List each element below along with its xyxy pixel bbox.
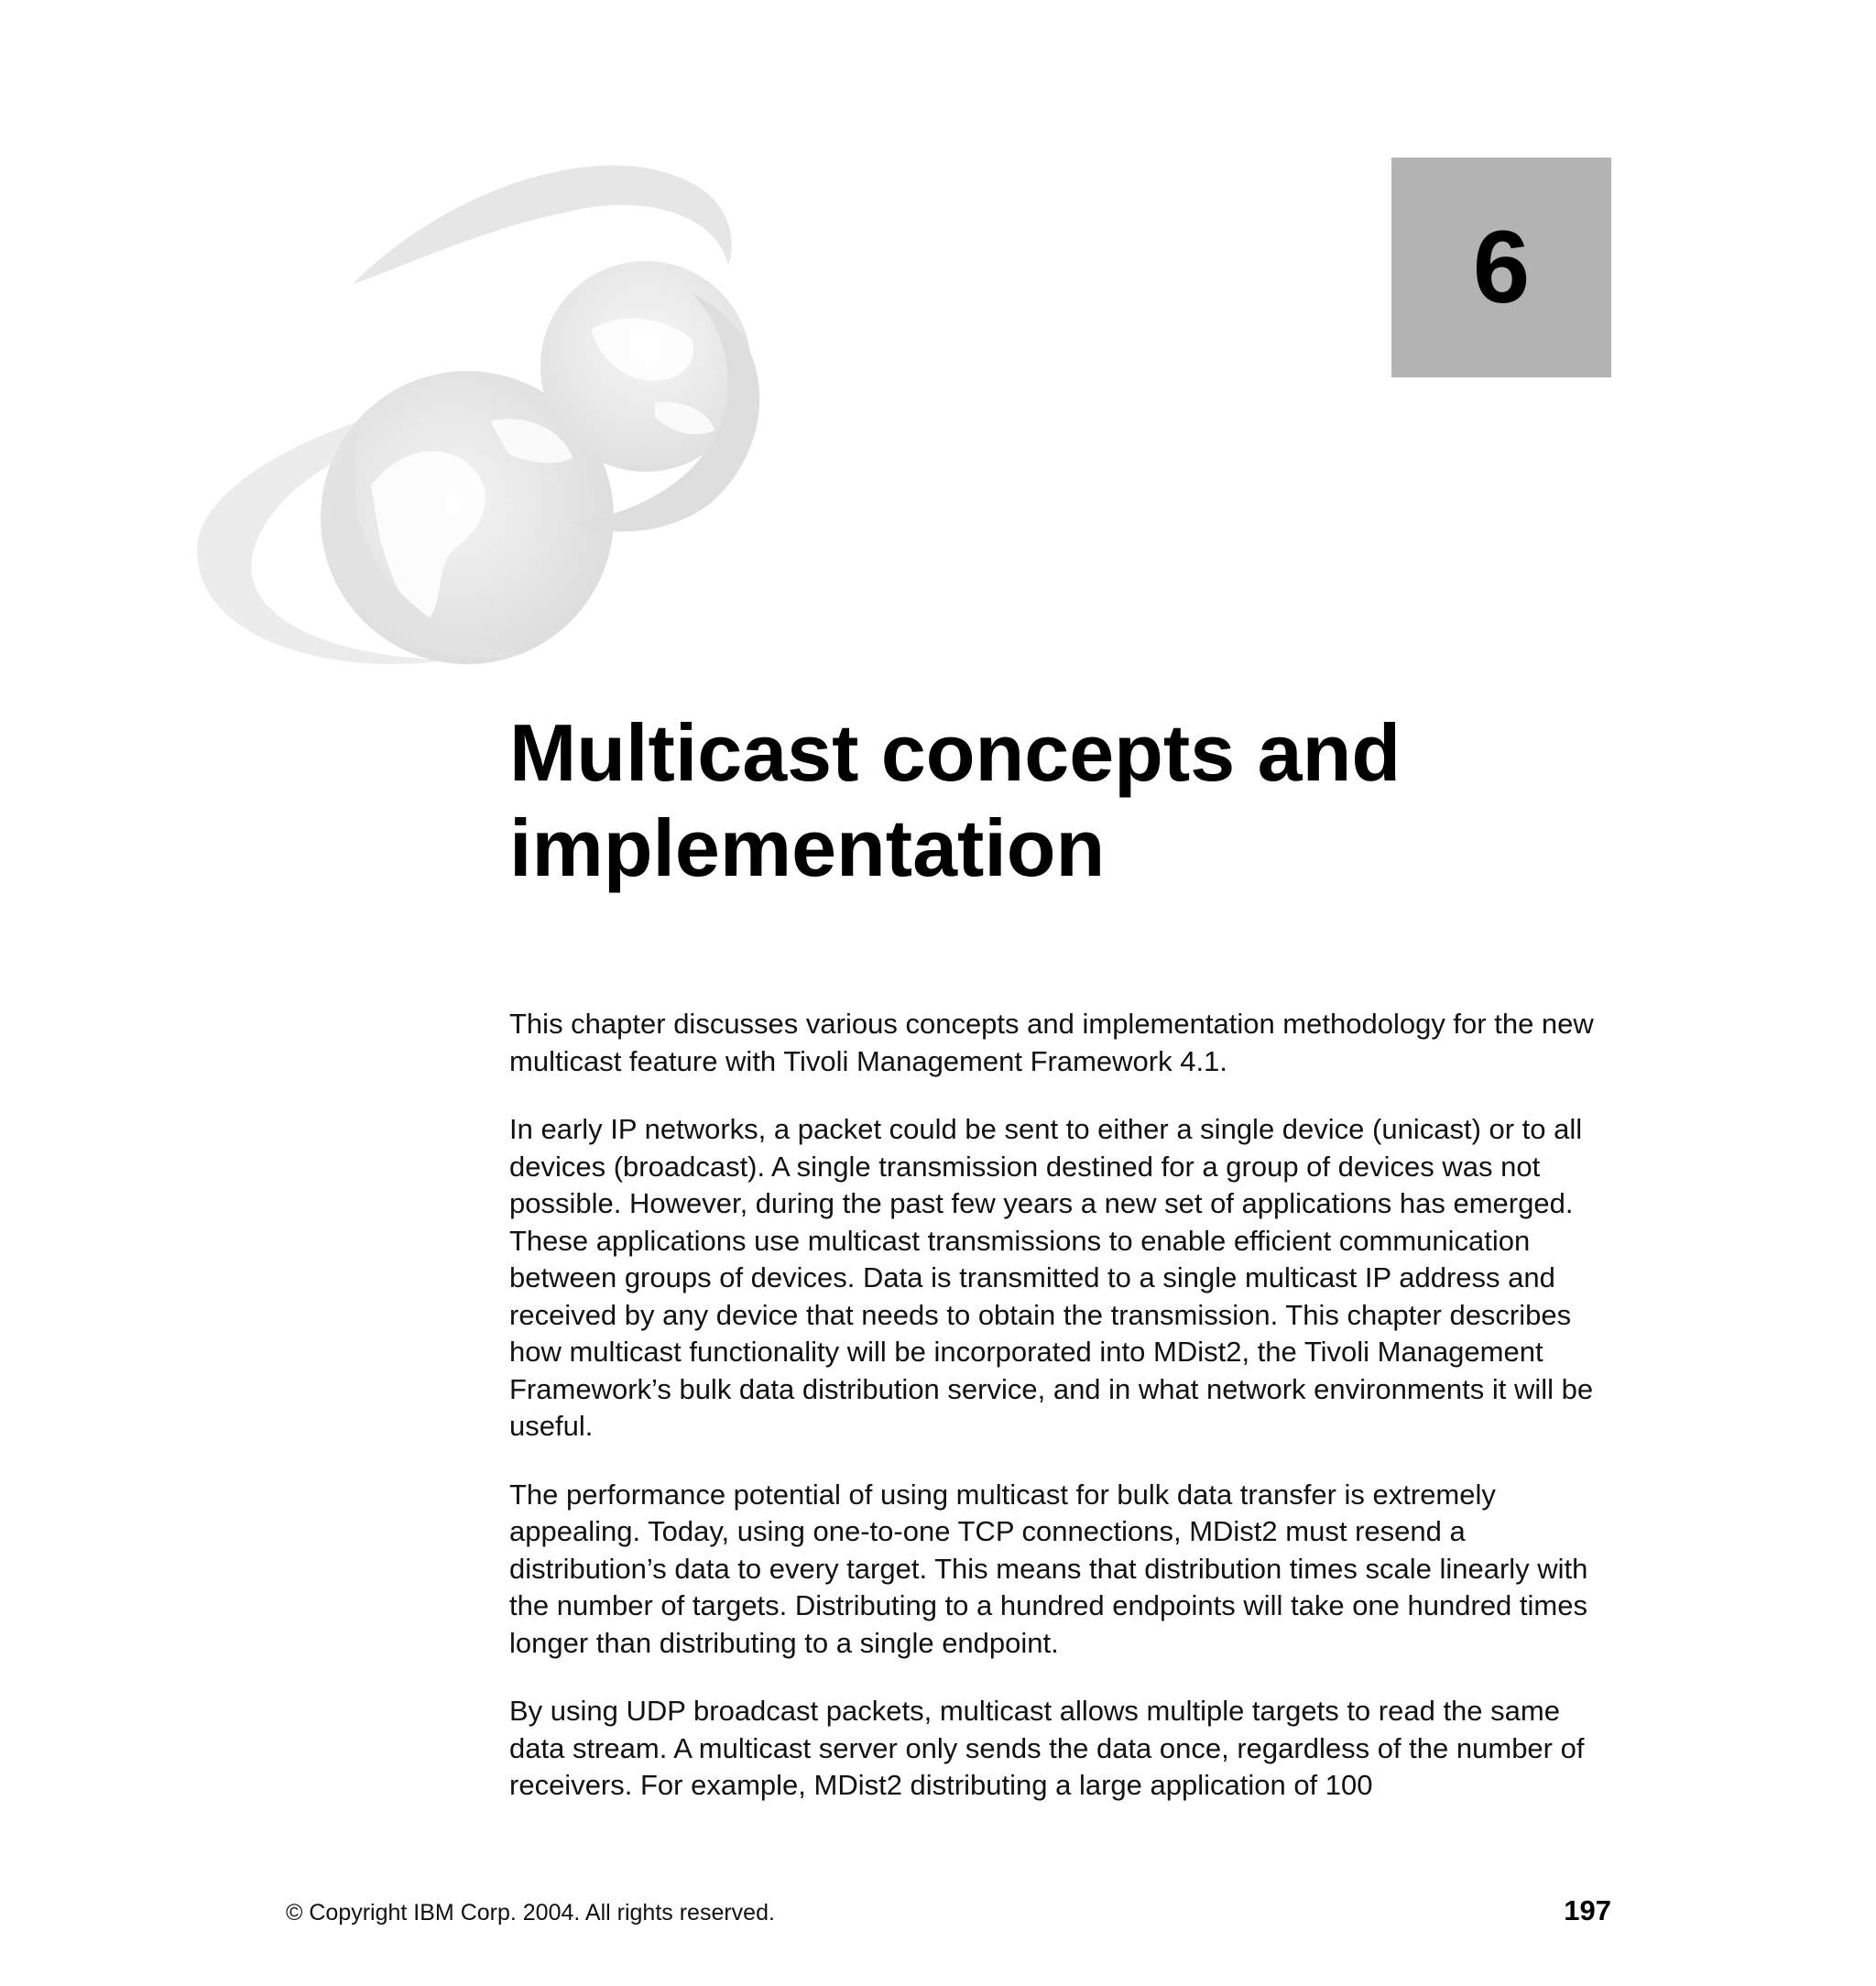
chapter-number-box	[1391, 158, 1611, 377]
body-paragraph: This chapter discusses various concepts and implementation methodology for the new multicast feature with Tivoli Management Framework 4.1.	[509, 1008, 1594, 1077]
body-paragraph: In early IP networks, a packet could be sent to either a single device (unicast) or to all devices (broadcast). A single transmission destined for a group of devices was not possible. However, during the past few years a new set of applications has emerged. These applications use multicast transmissions to enable efficient communication between groups of devices. Data is transmitted to a single multicast IP address and received by any device that needs to obtain the transmission. This chapter describes how multicast functionality will be incorporated into MDist2, the Tivoli Management Framework’s bulk data distribution service, and in what network environments it will be useful.	[509, 1113, 1594, 1442]
globe-swirl-logo-icon	[179, 147, 838, 678]
chapter-body	[509, 1006, 1620, 1836]
chapter-title: Multicast concepts and implementation	[509, 707, 1402, 893]
chapter-number: 6	[1472, 210, 1531, 324]
footer-copyright: © Copyright IBM Corp. 2004. All rights reserved.	[286, 1900, 775, 1926]
body-paragraph: The performance potential of using multicast for bulk data transfer is extremely appealing. Today, using one-to-one TCP connections, MDist2 must resend a distribution’s data to every target. This means that distribution times scale linearly with the number of targets. Distributing to a hundred endpoints will take one hundred times longer than distributing to a single endpoint.	[509, 1478, 1588, 1659]
body-paragraph: By using UDP broadcast packets, multicast allows multiple targets to read the same data stream. A multicast server only sends the data once, regardless of the number of receivers. For example, MDist2 distributing a large application of 100	[509, 1695, 1585, 1801]
page-number: 197	[1564, 1894, 1611, 1926]
